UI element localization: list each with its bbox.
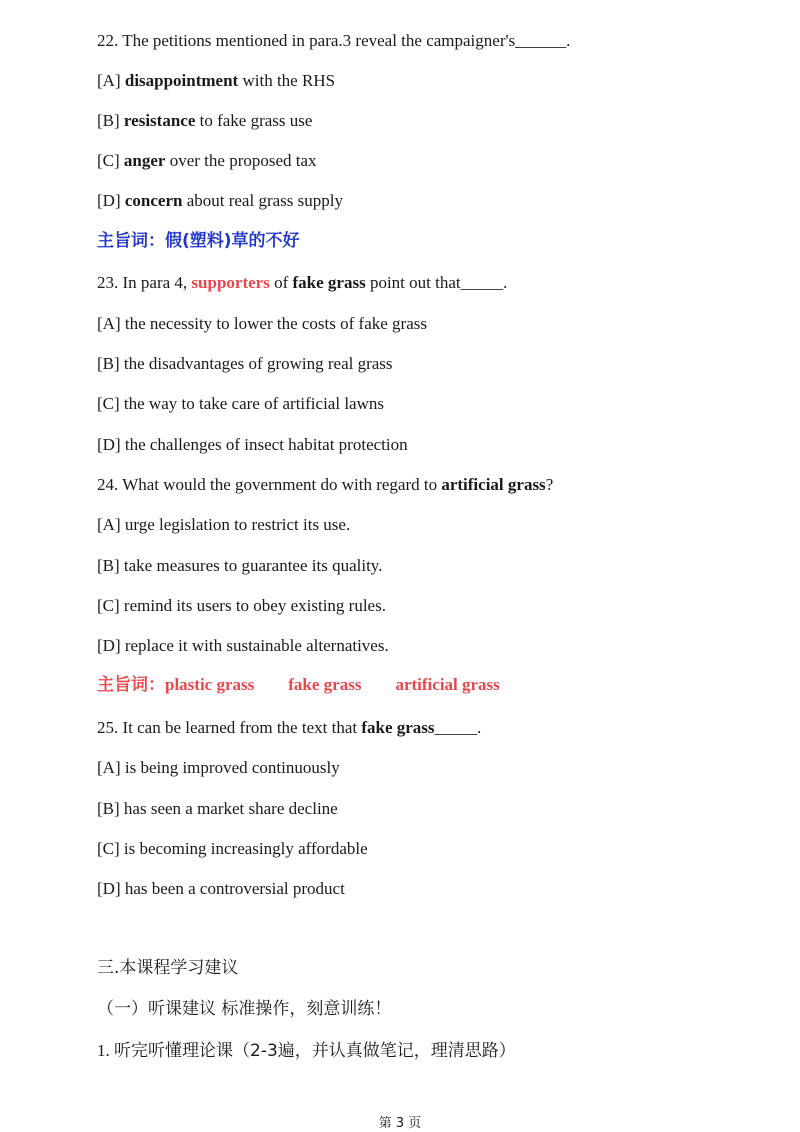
q23-option-b: [B] the disadvantages of growing real grass <box>97 354 393 373</box>
q22-option-b: [B] resistance to fake grass use <box>97 111 313 130</box>
theme-word-note-2: 主旨词：plastic grass fake grass artificial grass <box>97 675 500 695</box>
term-plastic-grass: plastic grass <box>165 675 255 694</box>
page-number: 第 3 页 <box>378 1116 422 1131</box>
q25-option-a: [A] is being improved continuously <box>97 758 340 777</box>
term-fake-grass: fake grass <box>288 675 362 694</box>
q24-option-d: [D] replace it with sustainable alternatives. <box>97 636 389 655</box>
q24-stem: 24. What would the government do with regard to artificial grass? <box>97 475 554 494</box>
q25-stem: 25. It can be learned from the text that fake grass_____. <box>97 718 482 737</box>
q22-option-d: [D] concern about real grass supply <box>97 191 343 210</box>
q25-option-c: [C] is becoming increasingly affordable <box>97 839 368 858</box>
q22-option-a: [A] disappointment with the RHS <box>97 71 336 90</box>
highlight-supporters: supporters <box>191 273 270 292</box>
q24-option-a: [A] urge legislation to restrict its use. <box>97 515 351 534</box>
term-artificial-grass: artificial grass <box>395 675 500 694</box>
q22-stem: 22. The petitions mentioned in para.3 reveal the campaigner's______. <box>97 31 571 50</box>
section-heading: 三.本课程学习建议 <box>97 958 239 978</box>
q23-option-d: [D] the challenges of insect habitat protection <box>97 435 408 454</box>
section-item-1: 1. 听完听懂理论课（2-3遍，并认真做笔记，理清思路） <box>97 1041 516 1061</box>
q24-option-c: [C] remind its users to obey existing rules. <box>97 596 386 615</box>
q23-option-a: [A] the necessity to lower the costs of fake grass <box>97 314 427 333</box>
theme-word-note-1: 主旨词：假(塑料)草的不好 <box>97 231 300 251</box>
q24-option-b: [B] take measures to guarantee its quality. <box>97 556 383 575</box>
q23-stem: 23. In para 4, supporters of fake grass point out that_____. <box>97 273 508 292</box>
q22-option-c: [C] anger over the proposed tax <box>97 151 317 170</box>
q23-option-c: [C] the way to take care of artificial lawns <box>97 394 384 413</box>
q25-option-d: [D] has been a controversial product <box>97 879 345 898</box>
q25-option-b: [B] has seen a market share decline <box>97 799 338 818</box>
section-subheading: （一）听课建议 标准操作，刻意训练！ <box>97 999 392 1019</box>
